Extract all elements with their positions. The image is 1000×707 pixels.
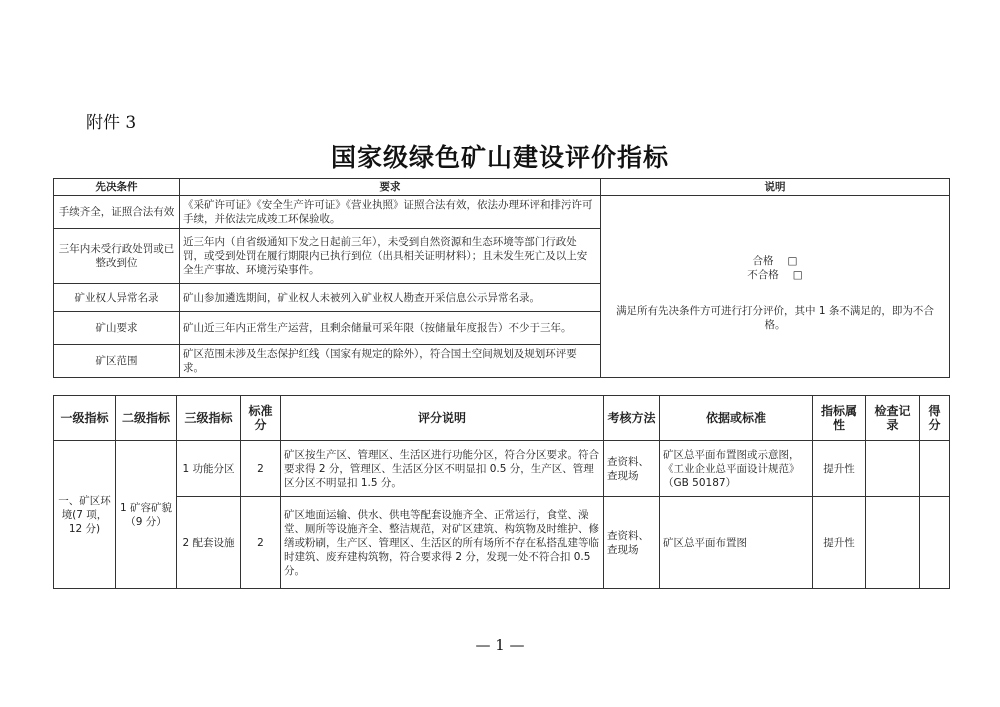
prereq-note: 满足所有先决条件方可进行打分评价，其中 1 条不满足的，即为不合格。 xyxy=(616,304,934,331)
prereq-header-note: 说明 xyxy=(601,179,950,196)
assessment-method: 查资料、查现场 xyxy=(604,497,660,589)
assessment-method: 查资料、查现场 xyxy=(604,441,660,497)
prereq-requirement: 矿区范围未涉及生态保护红线（国家有规定的除外），符合国土空间规划及规划环评要求。 xyxy=(180,345,601,378)
pass-label: 合格 xyxy=(752,254,774,267)
score-header-description: 评分说明 xyxy=(281,396,604,441)
score-header-score: 得分 xyxy=(920,396,950,441)
level2-indicator: 1 矿容矿貌（9 分） xyxy=(116,441,177,589)
table-row xyxy=(54,441,950,497)
fail-checkbox[interactable]: □ xyxy=(792,268,803,281)
fail-label: 不合格 xyxy=(747,268,779,281)
standard-score: 2 xyxy=(241,441,281,497)
prereq-note-cell xyxy=(601,196,950,378)
score-header-record: 检查记录 xyxy=(866,396,920,441)
score-table xyxy=(53,395,950,589)
indicator-attribute: 提升性 xyxy=(813,497,866,589)
score-description: 矿区按生产区、管理区、生活区进行功能分区，符合分区要求。符合要求得 2 分，管理区、生活区分区不明显扣 0.5 分，生产区、管理区分区不明显扣 1.5 分。 xyxy=(281,441,604,497)
inspection-record[interactable] xyxy=(866,441,920,497)
prereq-requirement: 《采矿许可证》《安全生产许可证》《营业执照》证照合法有效，依法办理环评和排污许可手续，并依法完成竣工环保验收。 xyxy=(180,196,601,229)
table-row xyxy=(54,196,950,229)
level1-indicator: 一、矿区环境(7 项，12 分) xyxy=(54,441,116,589)
level3-indicator: 2 配套设施 xyxy=(177,497,241,589)
indicator-attribute: 提升性 xyxy=(813,441,866,497)
score-header-standard: 标准分 xyxy=(241,396,281,441)
score-header-level2: 二级指标 xyxy=(116,396,177,441)
score-header-attribute: 指标属性 xyxy=(813,396,866,441)
prereq-condition: 矿山要求 xyxy=(54,312,180,345)
page-title: 国家级绿色矿山建设评价指标 xyxy=(330,143,669,172)
score-header-level3: 三级指标 xyxy=(177,396,241,441)
prereq-requirement: 矿山参加遴选期间，矿业权人未被列入矿业权人勘查开采信息公示异常名录。 xyxy=(180,284,601,312)
pass-option xyxy=(604,254,946,268)
basis-standard: 矿区总平面布置图 xyxy=(660,497,813,589)
level3-indicator: 1 功能分区 xyxy=(177,441,241,497)
inspection-record[interactable] xyxy=(866,497,920,589)
page-number: — 1 — xyxy=(475,636,525,654)
basis-standard: 矿区总平面布置图或示意图，《工业企业总平面设计规范》（GB 50187） xyxy=(660,441,813,497)
prereq-header-row xyxy=(54,179,950,196)
score-cell[interactable] xyxy=(920,441,950,497)
score-header-basis: 依据或标准 xyxy=(660,396,813,441)
score-header-method: 考核方法 xyxy=(604,396,660,441)
prereq-header-requirement: 要求 xyxy=(180,179,601,196)
score-description: 矿区地面运输、供水、供电等配套设施齐全、正常运行，食堂、澡堂、厕所等设施齐全、整洁规范，对矿区建筑、构筑物及时维护、修缮或粉刷，生产区、管理区、生活区的所有场所不存在私搭乱建等临时建筑、废弃建构筑物，符合要求得 2 分，发现一处不符合扣 0.5 分。 xyxy=(281,497,604,589)
score-header-level1: 一级指标 xyxy=(54,396,116,441)
pass-checkbox[interactable]: □ xyxy=(787,254,798,267)
standard-score: 2 xyxy=(241,497,281,589)
prereq-condition: 矿区范围 xyxy=(54,345,180,378)
attachment-label: 附件 3 xyxy=(86,113,137,133)
score-header-row xyxy=(54,396,950,441)
prereq-requirement: 矿山近三年内正常生产运营，且剩余储量可采年限（按储量年度报告）不少于三年。 xyxy=(180,312,601,345)
prereq-header-condition: 先决条件 xyxy=(54,179,180,196)
score-cell[interactable] xyxy=(920,497,950,589)
prereq-requirement: 近三年内（自省级通知下发之日起前三年），未受到自然资源和生态环境等部门行政处罚，或受到处罚在履行期限内已执行到位（出具相关证明材料）；且未发生死亡及以上安全生产事故、环境污染事件。 xyxy=(180,229,601,284)
prereq-condition: 矿业权人异常名录 xyxy=(54,284,180,312)
prerequisite-table xyxy=(53,178,950,378)
prereq-condition: 三年内未受行政处罚或已整改到位 xyxy=(54,229,180,284)
prereq-condition: 手续齐全，证照合法有效 xyxy=(54,196,180,229)
table-row xyxy=(54,497,950,589)
fail-option xyxy=(604,268,946,282)
